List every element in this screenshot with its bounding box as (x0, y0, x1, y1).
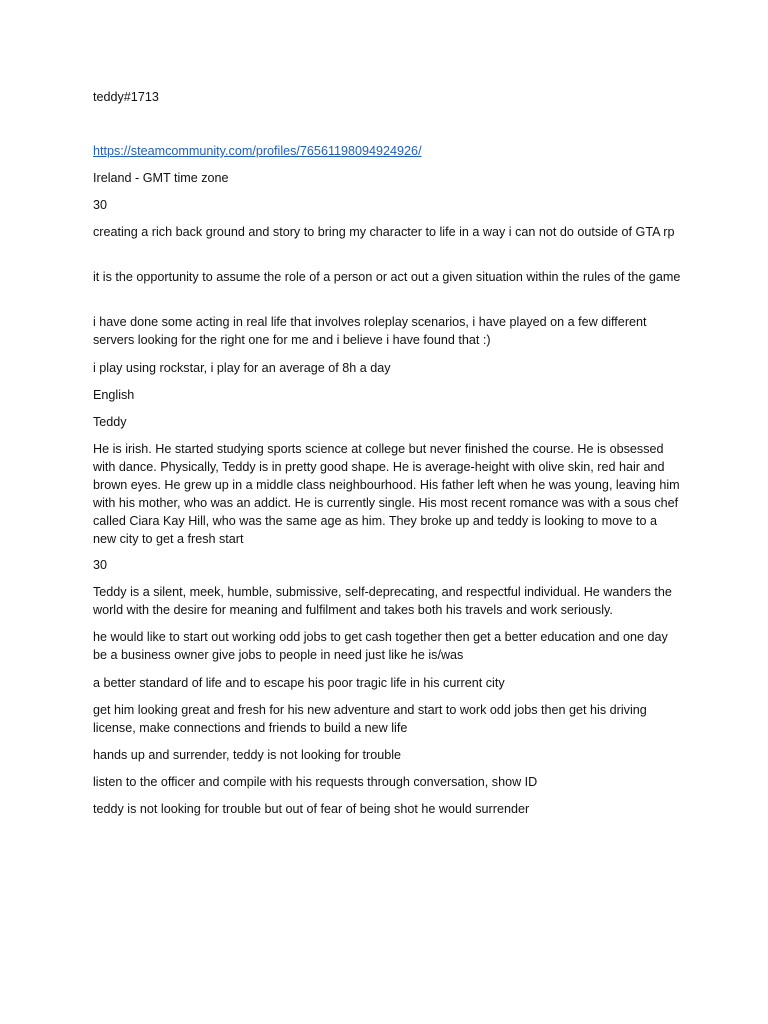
future-plans-paragraph: he would like to start out working odd jobs to get cash together then get a better education and one day be a business owner give jobs to people in need just like he is/was (93, 630, 668, 662)
steam-profile-link[interactable]: https://steamcommunity.com/profiles/76561198094924926/ (93, 144, 422, 158)
experience-paragraph: i have done some acting in real life that involves roleplay scenarios, i have played on a few different servers looking for the right one for me and i believe i have found that :) (93, 315, 647, 347)
roleplay-definition-paragraph: it is the opportunity to assume the role of a person or act out a given situation within the rules of the game (93, 270, 681, 284)
scenario-two-answer: listen to the officer and compile with his requests through conversation, show ID (93, 775, 538, 789)
character-age-text: 30 (93, 558, 108, 572)
personality-paragraph: Teddy is a silent, meek, humble, submissive, self-deprecating, and respectful individual. He wanders the world with the desire for meaning and fulfilment and takes both his travels and work seriously. (93, 585, 672, 617)
language-text: English (93, 388, 135, 402)
motivation-paragraph: a better standard of life and to escape his poor tragic life in his current city (93, 676, 505, 690)
discord-handle: teddy#1713 (93, 90, 159, 104)
backstory-paragraph: He is irish. He started studying sports science at college but never finished the course. He is obsessed with dance. Physically, Teddy is in pretty good shape. He is average-height with olive skin, red hair and brown eyes. He grew up in a middle class neighbourhood. His father left when he was young, leaving him with his mother, who was an addict. He is currently single. His most recent romance was with a sous chef called Ciara Kay Hill, who was the same age as him. They broke up and teddy is looking to move to a new city to get a fresh start (93, 442, 680, 546)
why-roleplay-paragraph: creating a rich back ground and story to bring my character to life in a way i can not do outside of GTA rp (93, 225, 675, 239)
first-steps-paragraph: get him looking great and fresh for his new adventure and start to work odd jobs then get his driving license, make connections and friends to build a new life (93, 703, 647, 735)
age-text: 30 (93, 198, 108, 212)
scenario-one-answer: hands up and surrender, teddy is not looking for trouble (93, 748, 402, 762)
character-name-text: Teddy (93, 415, 127, 429)
scenario-three-answer: teddy is not looking for trouble but out of fear of being shot he would surrender (93, 802, 530, 816)
platform-paragraph: i play using rockstar, i play for an average of 8h a day (93, 361, 391, 375)
timezone-text: Ireland - GMT time zone (93, 171, 229, 185)
